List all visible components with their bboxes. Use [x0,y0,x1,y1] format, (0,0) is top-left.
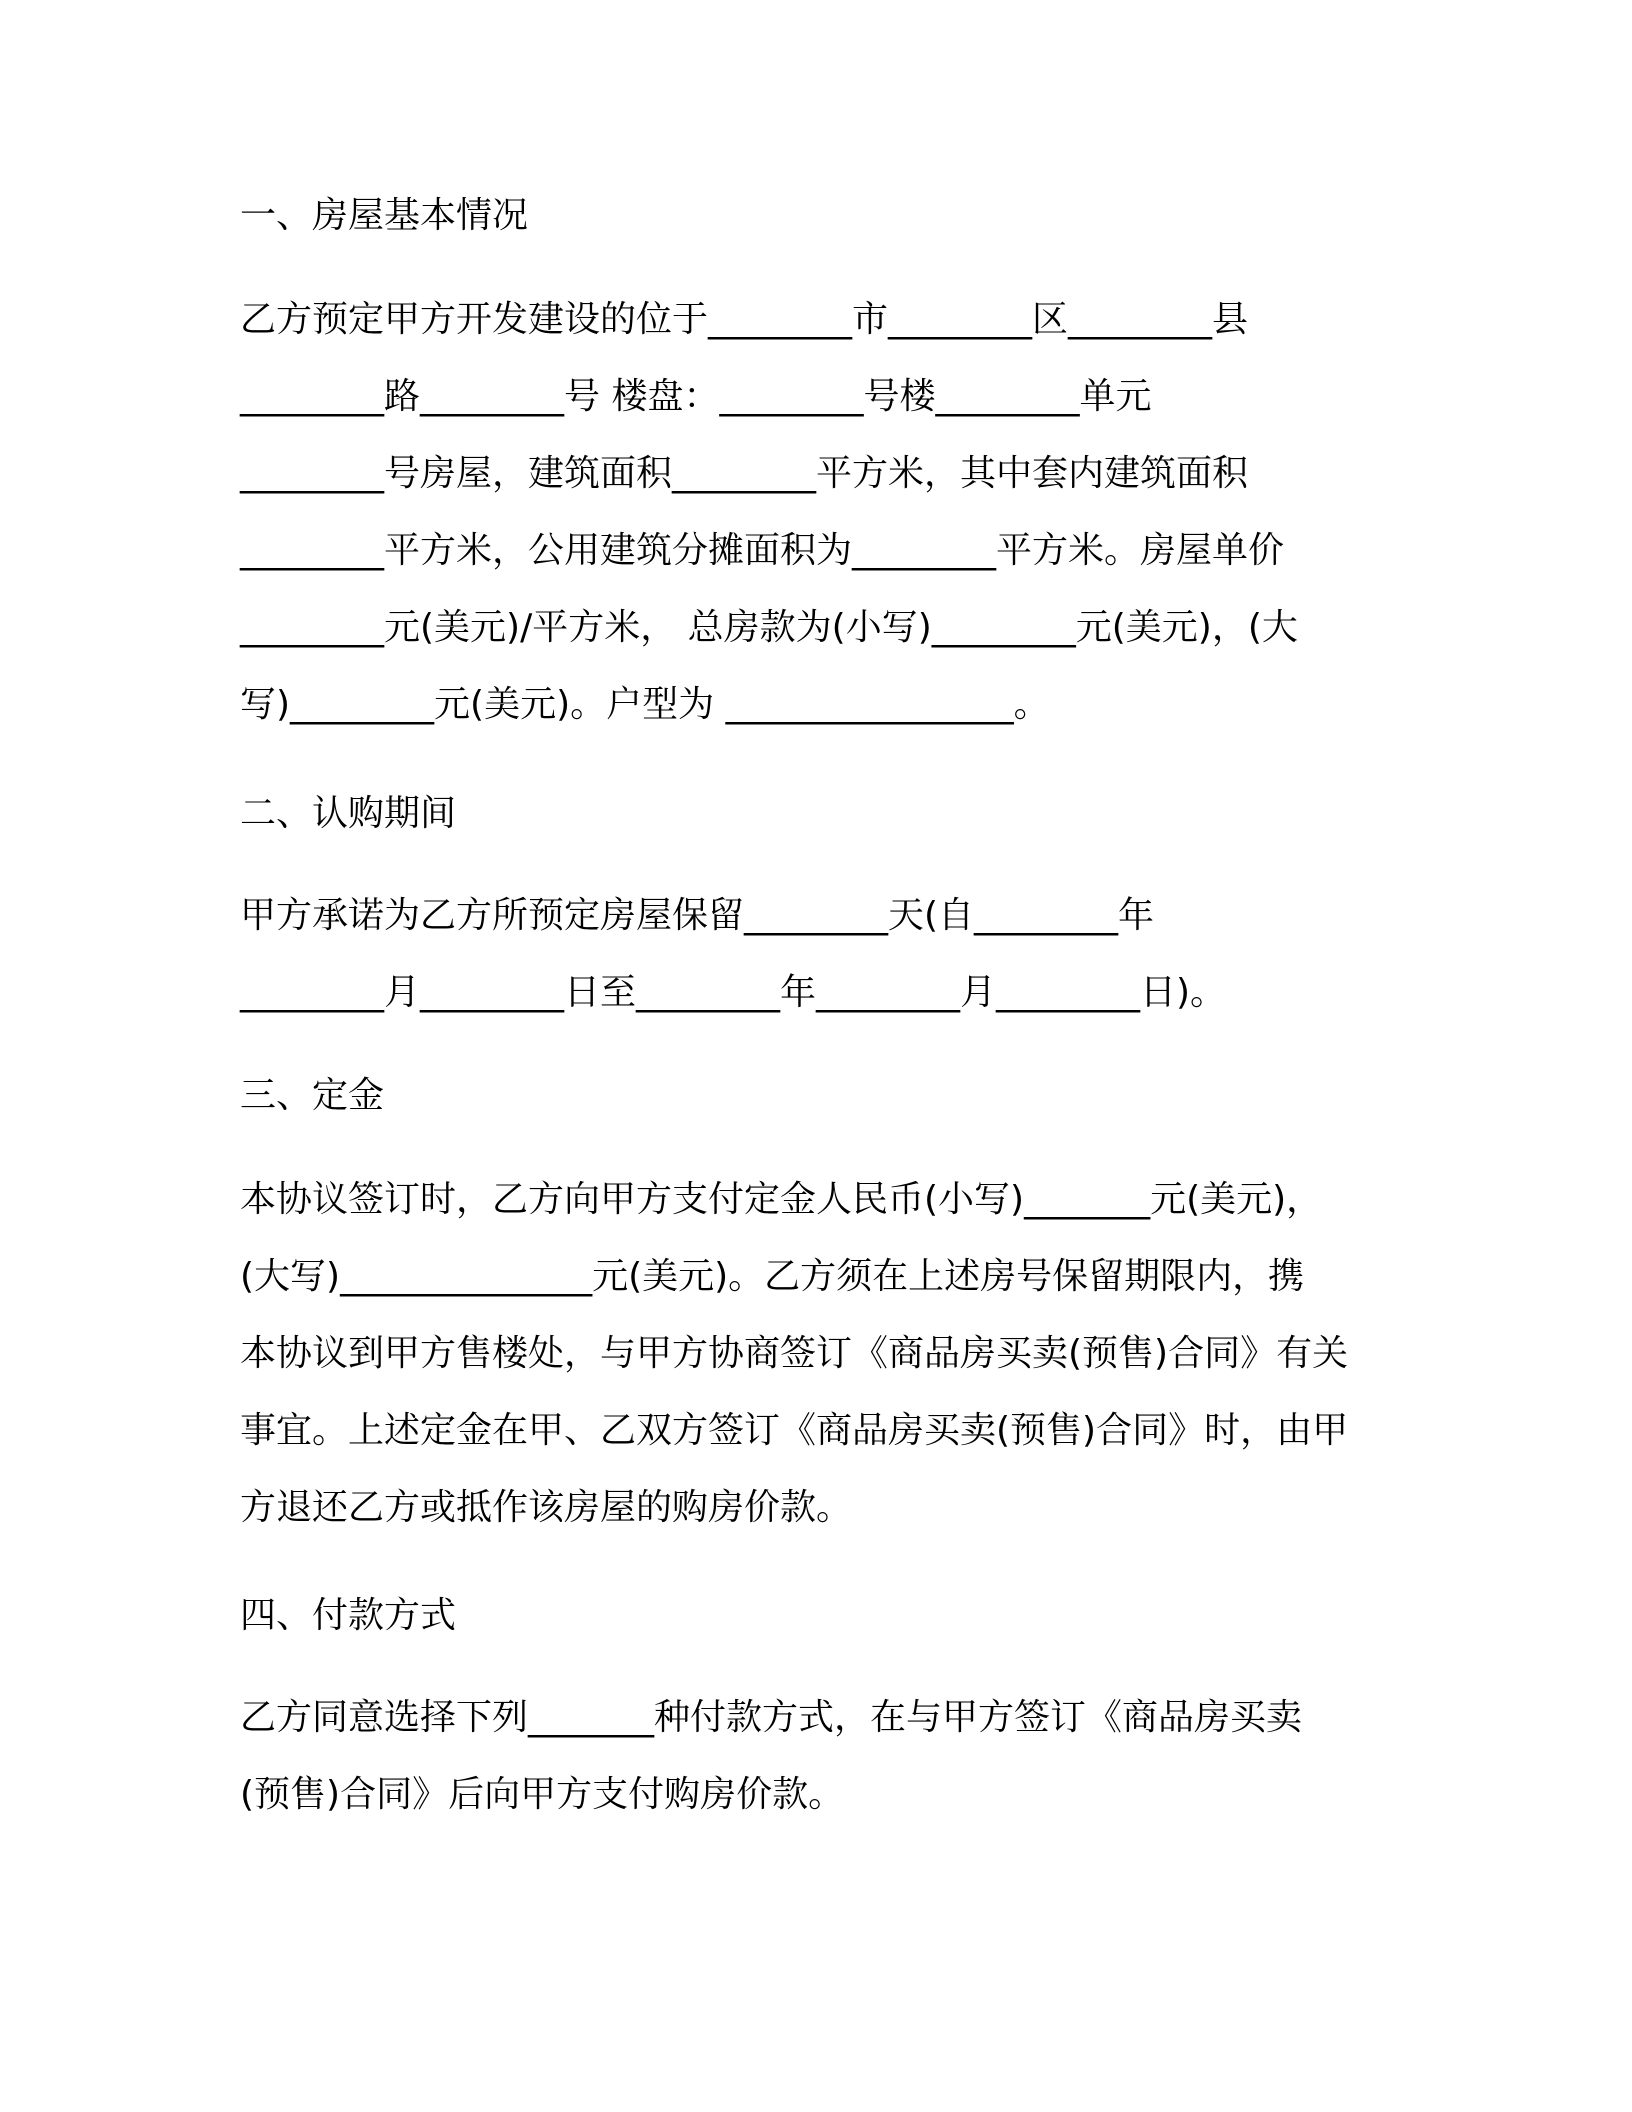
text-line: (预售)合同》后向甲方支付购房价款。 [240,1774,845,1815]
section-heading-3: 三、定金 [240,1075,385,1116]
section-body-2 [240,890,1226,1044]
text-line: 方退还乙方或抵作该房屋的购房价款。 [240,1487,853,1528]
text-line: ________号房屋，建筑面积________平方米，其中套内建筑面积 [240,453,1249,494]
text-line: 本协议签订时，乙方向甲方支付定金人民币(小写)_______元(美元)， [240,1179,1323,1220]
text-line: 写)________元(美元)。户型为 ________________。 [240,684,1050,725]
section-heading-1: 一、房屋基本情况 [240,195,529,236]
text-line: 本协议到甲方售楼处，与甲方协商签订《商品房买卖(预售)合同》有关 [240,1333,1349,1374]
text-line: ________月________日至________年________月________日)。 [240,972,1227,1013]
text-line: 乙方同意选择下列_______种付款方式，在与甲方签订《商品房买卖 [240,1697,1303,1738]
section-body-4 [240,1692,1302,1846]
text-line: 乙方预定甲方开发建设的位于________市________区________县 [240,299,1249,340]
text-line: (大写)______________元(美元)。乙方须在上述房号保留期限内，携 [240,1256,1305,1297]
section-body-1 [240,294,1298,756]
section-body-3 [240,1174,1348,1559]
section-heading-4: 四、付款方式 [240,1595,457,1636]
text-line: ________路________号 楼盘：________号楼________单元 [240,376,1152,417]
text-line: ________元(美元)/平方米， 总房款为(小写)________元(美元)，(大 [240,607,1298,648]
section-heading-2: 二、认购期间 [240,793,457,834]
text-line: 事宜。上述定金在甲、乙双方签订《商品房买卖(预售)合同》时，由甲 [240,1410,1349,1451]
text-line: ________平方米，公用建筑分摊面积为________平方米。房屋单价 [240,530,1285,571]
text-line: 甲方承诺为乙方所预定房屋保留________天(自________年 [240,895,1155,936]
